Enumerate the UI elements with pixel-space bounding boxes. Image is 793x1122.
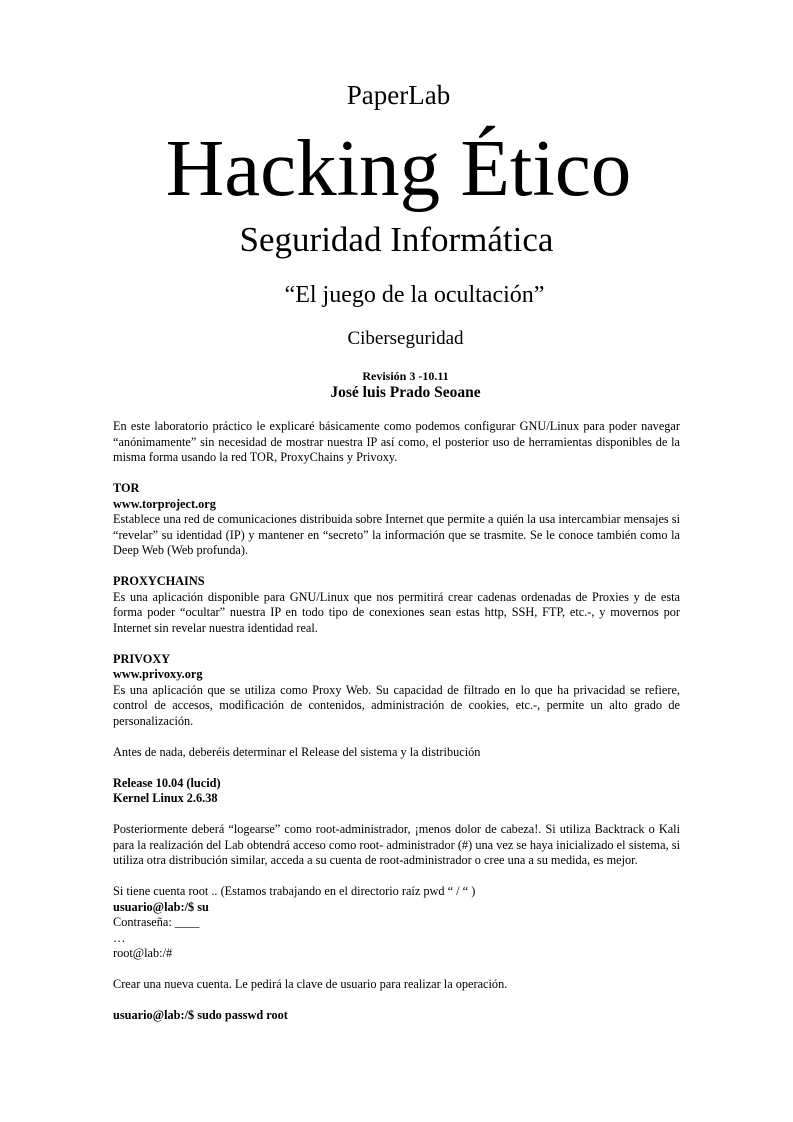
root-prompt: root@lab:/#: [113, 946, 173, 960]
root-note-paragraph: Posteriormente deberá “logearse” como root-administrador, ¡menos dolor de cabeza!. Si utiliza Backtrack o Kali para la realización del Lab obtendrá acceso como root- administrador (#) una vez se haya inicializado el sistema, si utiliza otra distribución similar, acceda a su cuenta de root-administrador o cree una a su medida, es mejor.: [113, 822, 680, 867]
release-line: Release 10.04 (lucid): [113, 775, 221, 790]
new-account-paragraph: Crear una nueva cuenta. Le pedirá la clave de usuario para realizar la operación.: [113, 977, 508, 991]
document-title: Hacking Ético: [165, 123, 632, 213]
kernel-line: Kernel Linux 2.6.38: [113, 791, 218, 805]
tor-heading: TOR: [113, 481, 140, 495]
command-passwd: usuario@lab:/$ sudo passwd root: [113, 1008, 288, 1022]
document-subtitle: Seguridad Informática: [239, 220, 554, 259]
document-tagline: “El juego de la ocultación”: [284, 282, 545, 308]
password-prompt: Contraseña: ____: [113, 915, 200, 929]
privoxy-description: Es una aplicación que se utiliza como Proxy Web. Su capacidad de filtrado en lo que ha privacidad se refiere, control de accesos, modificación de contenidos, administración de cookies, etc.-, permite un alto grado de personalización.: [113, 682, 680, 728]
command-su: usuario@lab:/$ su: [113, 899, 209, 914]
privoxy-url: www.privoxy.org: [113, 667, 203, 681]
author-name: José luis Prado Seoane: [330, 384, 481, 401]
terminal-ellipsis: …: [113, 930, 126, 945]
tor-description: Establece una red de comunicaciones distribuida sobre Internet que permite a quién la usa intercambiar mensajes si “revelar” su identidad (IP) y mantener en “secreto” la información que se trasmite. Se le conoce también como la Deep Web (Web profunda).: [113, 512, 680, 557]
terminal-intro: Si tiene cuenta root .. (Estamos trabajando en el directorio raíz pwd “ / “ ): [113, 884, 476, 898]
series-name: PaperLab: [346, 80, 451, 110]
document-topic: Ciberseguridad: [347, 328, 464, 349]
proxychains-heading: PROXYCHAINS: [113, 574, 205, 588]
proxychains-description: Es una aplicación disponible para GNU/Linux que nos permitirá crear cadenas ordenadas de Proxies y de esta forma poder “ocultar” nuestra IP en todo tipo de conexiones sean estas http, SSH, FTP, etc.-, y movernos por Internet sin revelar nuestra identidad real.: [113, 589, 680, 635]
tor-url: www.torproject.org: [113, 496, 216, 511]
intro-paragraph: En este laboratorio práctico le explicaré básicamente como podemos configurar GNU/Linux para poder navegar “anónimamente” sin necesidad de mostrar nuestra IP así como, el posterior uso de herramientas disponibles de la misma forma usando la red TOR, ProxyChains y Privoxy.: [113, 419, 680, 464]
before-paragraph: Antes de nada, deberéis determinar el Release del sistema y la distribución: [113, 744, 481, 759]
document-body: [113, 419, 680, 1024]
privoxy-heading: PRIVOXY: [113, 651, 171, 666]
revision-label: Revisión 3 -10.11: [362, 369, 449, 383]
